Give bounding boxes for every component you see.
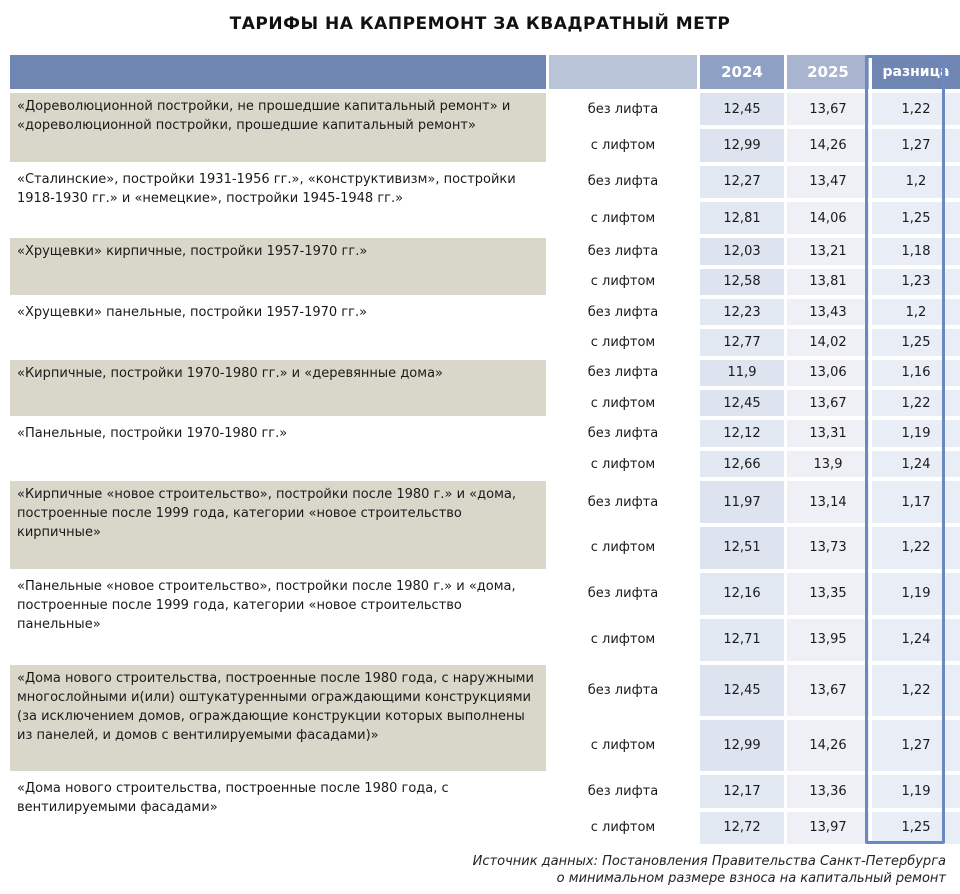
value-2024-cell: 12,45 bbox=[700, 93, 784, 125]
heating-type-cell: с лифтом bbox=[549, 720, 697, 771]
value-2024-column-group bbox=[700, 238, 784, 295]
value-2025-cell: 13,14 bbox=[787, 481, 869, 523]
diff-value-cell: 1,22 bbox=[872, 527, 960, 569]
heating-type-cell: с лифтом bbox=[549, 527, 697, 569]
heating-type-cell: с лифтом bbox=[549, 329, 697, 355]
diff-value-cell: 1,2 bbox=[872, 299, 960, 325]
value-2024-column-group bbox=[700, 93, 784, 162]
row-category-name: «Кирпичные «новое строительство», постройки после 1980 г.» и «дома, построенные после 1999 года, категории «новое строительство кирпичные» bbox=[10, 481, 546, 569]
header-year-2025: 2025 bbox=[787, 55, 869, 89]
value-2024-column-group bbox=[700, 665, 784, 772]
value-2025-cell: 13,36 bbox=[787, 775, 869, 807]
value-2024-cell: 11,9 bbox=[700, 360, 784, 386]
heating-type-column-group bbox=[549, 360, 697, 417]
value-2025-column-group bbox=[787, 93, 869, 162]
value-2024-cell: 12,03 bbox=[700, 238, 784, 264]
value-2025-cell: 14,26 bbox=[787, 129, 869, 161]
heating-type-column-group bbox=[549, 299, 697, 356]
diff-value-column-group bbox=[872, 238, 960, 295]
value-2025-cell: 14,02 bbox=[787, 329, 869, 355]
value-2024-column-group bbox=[700, 360, 784, 417]
heating-type-cell: без лифта bbox=[549, 238, 697, 264]
heating-type-cell: без лифта bbox=[549, 665, 697, 716]
value-2025-cell: 13,9 bbox=[787, 451, 869, 477]
heating-type-cell: без лифта bbox=[549, 420, 697, 446]
value-2025-column-group bbox=[787, 360, 869, 417]
value-2024-cell: 12,12 bbox=[700, 420, 784, 446]
value-2024-cell: 12,45 bbox=[700, 665, 784, 716]
header-cell-type bbox=[549, 55, 697, 89]
value-2024-cell: 12,16 bbox=[700, 573, 784, 615]
diff-value-cell: 1,18 bbox=[872, 238, 960, 264]
diff-value-cell: 1,25 bbox=[872, 329, 960, 355]
value-2024-cell: 12,81 bbox=[700, 202, 784, 234]
value-2025-cell: 13,97 bbox=[787, 812, 869, 844]
diff-value-cell: 1,19 bbox=[872, 573, 960, 615]
diff-value-cell: 1,17 bbox=[872, 481, 960, 523]
tariff-table bbox=[10, 55, 948, 844]
diff-value-column-group bbox=[872, 93, 960, 162]
value-2024-cell: 12,58 bbox=[700, 269, 784, 295]
heating-type-cell: без лифта bbox=[549, 481, 697, 523]
value-2024-cell: 12,17 bbox=[700, 775, 784, 807]
heating-type-cell: с лифтом bbox=[549, 812, 697, 844]
value-2025-cell: 13,47 bbox=[787, 166, 869, 198]
heating-type-cell: с лифтом bbox=[549, 390, 697, 416]
heating-type-cell: без лифта bbox=[549, 166, 697, 198]
value-2024-column-group bbox=[700, 166, 784, 235]
value-2024-cell: 12,51 bbox=[700, 527, 784, 569]
value-2025-cell: 13,06 bbox=[787, 360, 869, 386]
row-category-name: «Дома нового строительства, построенные после 1980 года, с наружными многослойными и(или) оштукатуренными ограждающими конструкциями (за исключением домов, ограждающие конструкции которых выполнены из панелей, и домов с вентилируемыми фасадами)» bbox=[10, 665, 546, 772]
diff-value-column-group bbox=[872, 573, 960, 661]
value-2025-cell: 13,81 bbox=[787, 269, 869, 295]
diff-value-cell: 1,25 bbox=[872, 202, 960, 234]
row-category-name: «Сталинские», постройки 1931-1956 гг.», «конструктивизм», постройки 1918-1930 гг.» и «немецкие», постройки 1945-1948 гг.» bbox=[10, 166, 546, 235]
header-diff: разница bbox=[872, 55, 960, 89]
value-2024-column-group bbox=[700, 573, 784, 661]
diff-value-column-group bbox=[872, 665, 960, 772]
heating-type-cell: без лифта bbox=[549, 299, 697, 325]
value-2024-cell: 12,77 bbox=[700, 329, 784, 355]
value-2024-cell: 12,27 bbox=[700, 166, 784, 198]
heating-type-column-group bbox=[549, 93, 697, 162]
value-2024-cell: 11,97 bbox=[700, 481, 784, 523]
row-category-name: «Дома нового строительства, построенные после 1980 года, с вентилируемыми фасадами» bbox=[10, 775, 546, 844]
value-2024-column-group bbox=[700, 481, 784, 569]
value-2024-cell: 12,71 bbox=[700, 619, 784, 661]
diff-value-column-group bbox=[872, 775, 960, 844]
value-2025-cell: 13,95 bbox=[787, 619, 869, 661]
value-2024-column-group bbox=[700, 299, 784, 356]
value-2025-column-group bbox=[787, 299, 869, 356]
diff-value-cell: 1,22 bbox=[872, 390, 960, 416]
heating-type-cell: с лифтом bbox=[549, 451, 697, 477]
value-2025-cell: 13,31 bbox=[787, 420, 869, 446]
diff-value-cell: 1,24 bbox=[872, 451, 960, 477]
header-cell-category bbox=[10, 55, 546, 89]
heating-type-cell: с лифтом bbox=[549, 129, 697, 161]
heating-type-cell: без лифта bbox=[549, 93, 697, 125]
diff-value-cell: 1,24 bbox=[872, 619, 960, 661]
row-category-name: «Хрущевки» панельные, постройки 1957-1970 гг.» bbox=[10, 299, 546, 356]
value-2025-cell: 13,67 bbox=[787, 665, 869, 716]
value-2024-cell: 12,99 bbox=[700, 720, 784, 771]
heating-type-column-group bbox=[549, 665, 697, 772]
value-2025-column-group bbox=[787, 573, 869, 661]
diff-value-cell: 1,27 bbox=[872, 129, 960, 161]
diff-value-column-group bbox=[872, 481, 960, 569]
row-category-name: «Кирпичные, постройки 1970-1980 гг.» и «деревянные дома» bbox=[10, 360, 546, 417]
heating-type-column-group bbox=[549, 238, 697, 295]
diff-value-cell: 1,25 bbox=[872, 812, 960, 844]
diff-value-cell: 1,22 bbox=[872, 93, 960, 125]
value-2025-column-group bbox=[787, 420, 869, 477]
heating-type-column-group bbox=[549, 573, 697, 661]
diff-value-column-group bbox=[872, 166, 960, 235]
source-line-1: Источник данных: Постановления Правительства Санкт-Петербурга bbox=[472, 854, 946, 869]
value-2025-cell: 13,43 bbox=[787, 299, 869, 325]
value-2025-cell: 13,67 bbox=[787, 390, 869, 416]
value-2025-cell: 13,21 bbox=[787, 238, 869, 264]
heating-type-cell: без лифта bbox=[549, 573, 697, 615]
value-2024-column-group bbox=[700, 775, 784, 844]
value-2025-cell: 13,67 bbox=[787, 93, 869, 125]
row-category-name: «Хрущевки» кирпичные, постройки 1957-1970 гг.» bbox=[10, 238, 546, 295]
heating-type-column-group bbox=[549, 166, 697, 235]
row-category-name: «Панельные «новое строительство», постройки после 1980 г.» и «дома, построенные после 1999 года, категории «новое строительство панельные» bbox=[10, 573, 546, 661]
row-category-name: «Панельные, постройки 1970-1980 гг.» bbox=[10, 420, 546, 477]
diff-value-column-group bbox=[872, 299, 960, 356]
value-2025-column-group bbox=[787, 665, 869, 772]
heating-type-cell: без лифта bbox=[549, 775, 697, 807]
value-2025-column-group bbox=[787, 775, 869, 844]
header-year-2024: 2024 bbox=[700, 55, 784, 89]
value-2025-cell: 14,06 bbox=[787, 202, 869, 234]
value-2025-cell: 14,26 bbox=[787, 720, 869, 771]
value-2024-cell: 12,23 bbox=[700, 299, 784, 325]
value-2024-cell: 12,99 bbox=[700, 129, 784, 161]
heating-type-column-group bbox=[549, 481, 697, 569]
value-2025-cell: 13,73 bbox=[787, 527, 869, 569]
value-2025-cell: 13,35 bbox=[787, 573, 869, 615]
value-2025-column-group bbox=[787, 481, 869, 569]
diff-value-cell: 1,2 bbox=[872, 166, 960, 198]
row-category-name: «Дореволюционной постройки, не прошедшие капитальный ремонт» и «дореволюционной постройки, прошедшие капитальный ремонт» bbox=[10, 93, 546, 162]
diff-value-cell: 1,19 bbox=[872, 420, 960, 446]
diff-value-column-group bbox=[872, 420, 960, 477]
diff-value-cell: 1,22 bbox=[872, 665, 960, 716]
diff-value-cell: 1,16 bbox=[872, 360, 960, 386]
heating-type-cell: с лифтом bbox=[549, 619, 697, 661]
heating-type-column-group bbox=[549, 420, 697, 477]
source-note bbox=[473, 853, 946, 887]
diff-value-cell: 1,19 bbox=[872, 775, 960, 807]
value-2024-column-group bbox=[700, 420, 784, 477]
heating-type-cell: с лифтом bbox=[549, 202, 697, 234]
source-line-2: о минимальном размере взноса на капитальный ремонт bbox=[556, 871, 946, 886]
heating-type-column-group bbox=[549, 775, 697, 844]
heating-type-cell: без лифта bbox=[549, 360, 697, 386]
value-2024-cell: 12,66 bbox=[700, 451, 784, 477]
heating-type-cell: с лифтом bbox=[549, 269, 697, 295]
page-title: ТАРИФЫ НА КАПРЕМОНТ ЗА КВАДРАТНЫЙ МЕТР bbox=[229, 14, 731, 34]
diff-value-cell: 1,23 bbox=[872, 269, 960, 295]
diff-value-column-group bbox=[872, 360, 960, 417]
value-2025-column-group bbox=[787, 166, 869, 235]
value-2024-cell: 12,72 bbox=[700, 812, 784, 844]
value-2025-column-group bbox=[787, 238, 869, 295]
diff-value-cell: 1,27 bbox=[872, 720, 960, 771]
value-2024-cell: 12,45 bbox=[700, 390, 784, 416]
